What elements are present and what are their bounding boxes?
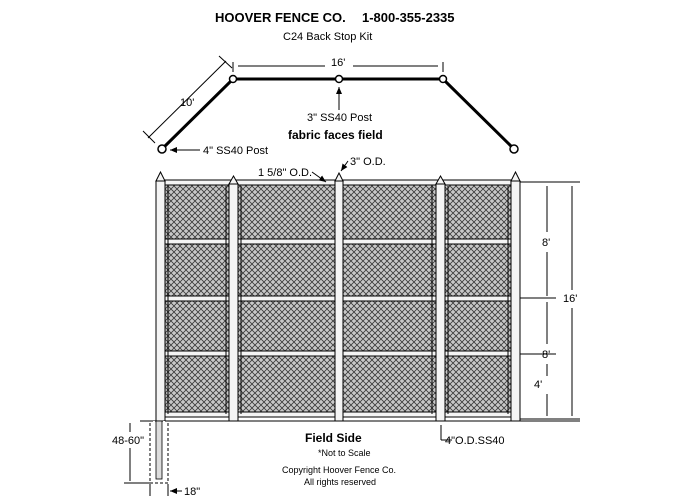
center-post-label: 3" SS40 Post <box>307 112 373 124</box>
post-right-end-cap <box>511 172 520 181</box>
copyright-label: Copyright Hoover Fence Co. <box>282 465 397 475</box>
rights-label: All rights reserved <box>304 477 377 487</box>
end-post-spec-label: 4"O.D.SS40 <box>445 435 505 447</box>
scale-note: *Not to Scale <box>318 448 371 458</box>
height-total-label: 16' <box>563 293 578 305</box>
post-od-label: 3" O.D. <box>350 156 386 168</box>
phone-number: 1-800-355-2335 <box>362 10 455 25</box>
end-post-label: 4" SS40 Post <box>203 145 269 157</box>
height-upper-label: 8' <box>542 237 551 249</box>
post-right-end <box>511 181 520 421</box>
post-right-corner <box>436 184 445 421</box>
height-lower-label: 8' <box>542 349 551 361</box>
post-left-end-cap <box>156 172 165 181</box>
front-view <box>112 156 580 498</box>
rail-od-label: 1 5/8" O.D. <box>258 167 313 179</box>
plan-corner-post-right <box>440 76 447 83</box>
height-dimensions <box>520 182 580 419</box>
company-name: HOOVER FENCE CO. <box>215 10 346 25</box>
post-center-cap <box>335 173 343 181</box>
top-view <box>143 56 518 157</box>
plan-corner-post-left <box>230 76 237 83</box>
post-left-end <box>156 181 165 421</box>
dim-10-label: 10' <box>180 97 195 109</box>
post-od-arrow <box>341 161 348 171</box>
plan-end-post-left <box>158 145 166 153</box>
height-bottom-label: 4' <box>534 379 543 391</box>
plan-end-post-right <box>510 145 518 153</box>
post-center <box>335 181 343 421</box>
dim-16-label: 16' <box>331 57 346 69</box>
depth-label: 48-60" <box>112 435 145 447</box>
fabric-note: fabric faces field <box>288 128 383 142</box>
footing-width-label: 18" <box>184 486 201 498</box>
buried-post <box>156 421 162 479</box>
field-side-label: Field Side <box>305 431 362 445</box>
post-left-corner <box>229 184 238 421</box>
plan-center-post <box>336 76 343 83</box>
kit-name: C24 Back Stop Kit <box>283 31 373 43</box>
